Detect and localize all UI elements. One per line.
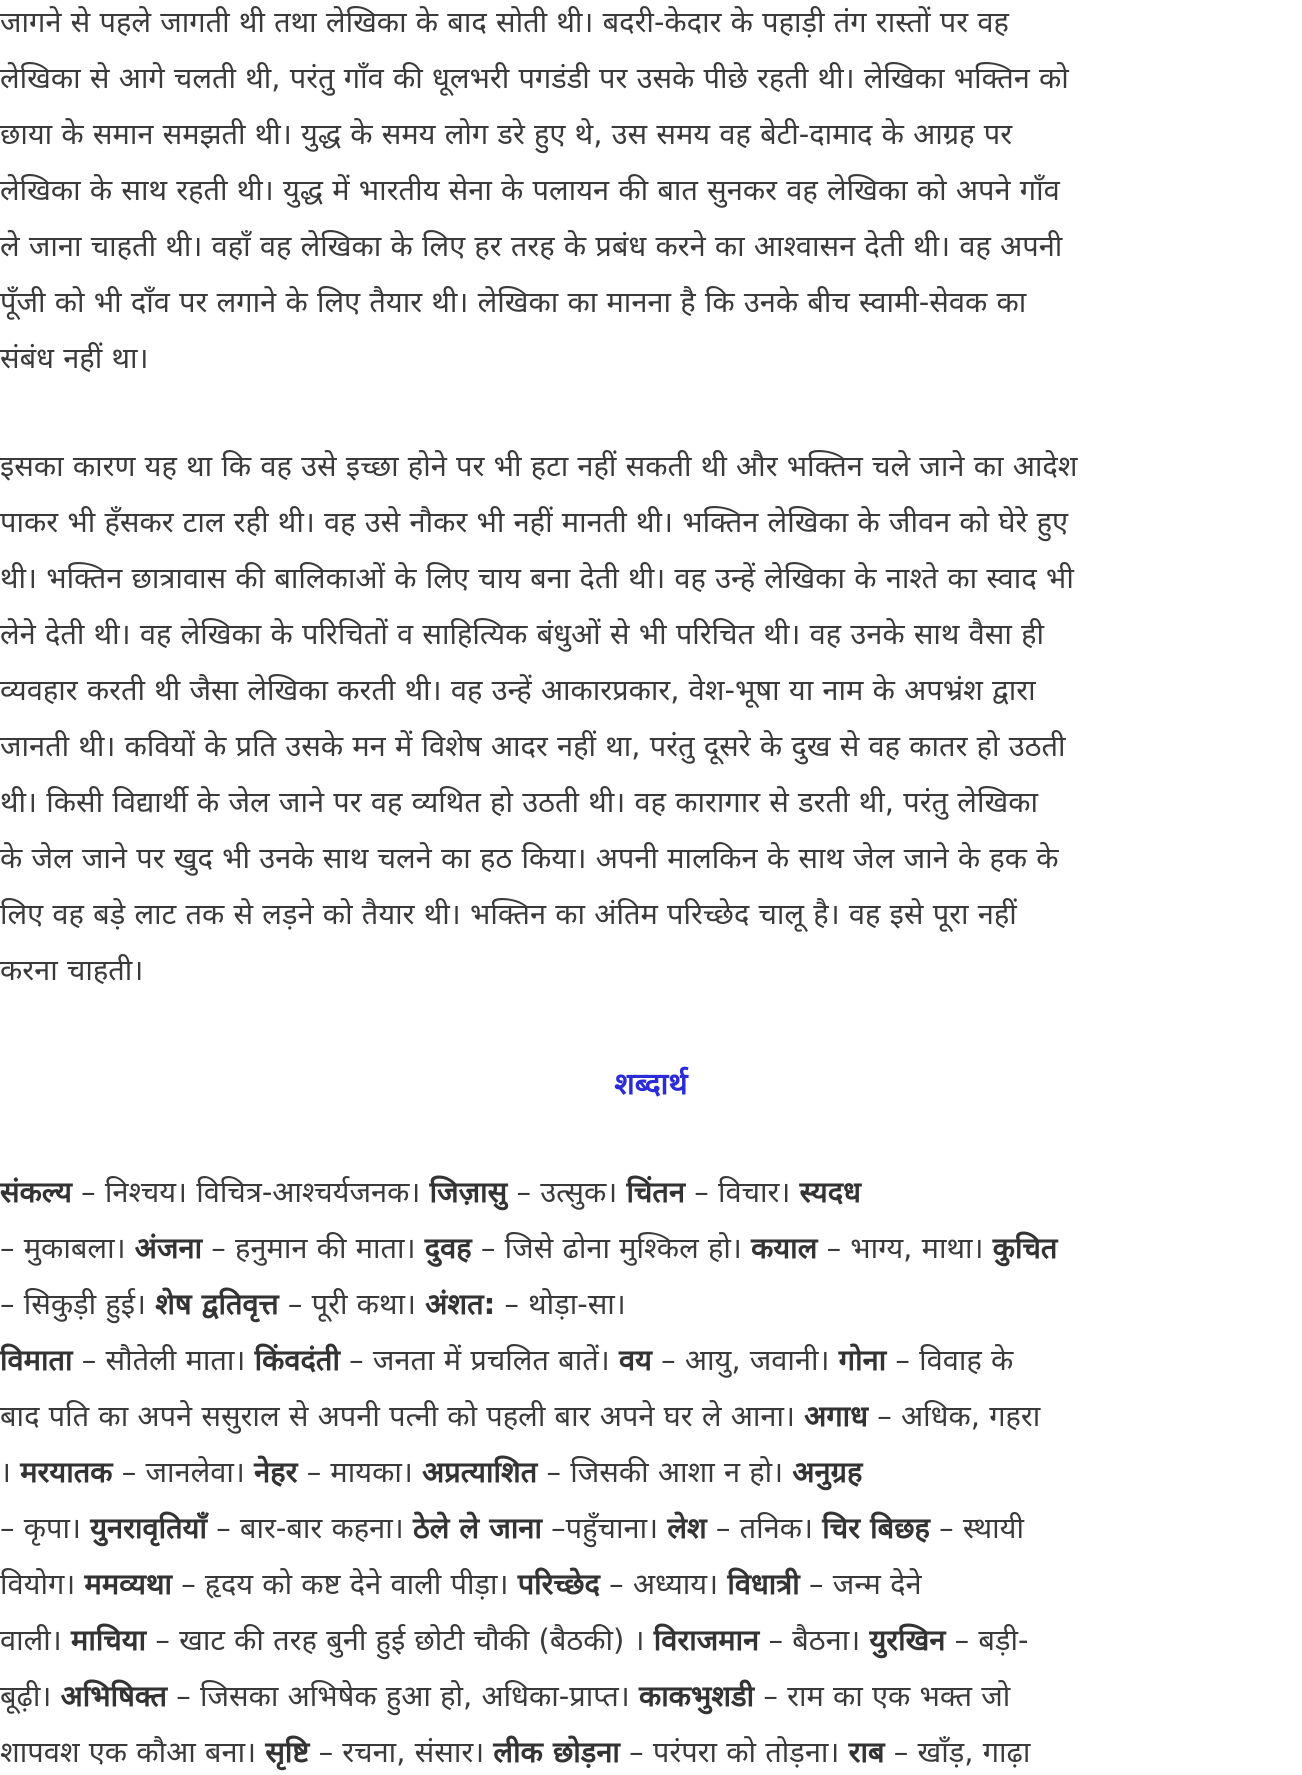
- glossary-line: [0, 1508, 1024, 1548]
- glossary-term: लीक छोड़ना: [493, 1735, 620, 1769]
- text-line: करना चाहती।: [0, 953, 144, 987]
- text-line: जानती थी। कवियों के प्रति उसके मन में विशेष आदर नहीं था, परंतु दूसरे के दुख से वह कातर हो उठती: [0, 729, 1066, 763]
- glossary-meaning: – परंपरा को तोड़ना।: [619, 1735, 849, 1769]
- glossary-term: विधात्री: [727, 1567, 800, 1601]
- text-line: संबंध नहीं था।: [0, 341, 149, 375]
- glossary-meaning: – मुकाबला।: [0, 1231, 135, 1265]
- text-line: लेखिका से आगे चलती थी, परंतु गाँव की धूलभरी पगडंडी पर उसके पीछे रहती थी। लेखिका भक्तिन को: [0, 61, 1069, 95]
- text-line: थी। भक्तिन छात्रावास की बालिकाओं के लिए चाय बना देती थी। वह उन्हें लेखिका के नाश्ते का स्वाद भी: [0, 561, 1074, 595]
- glossary-term: अप्रत्याशित: [422, 1455, 538, 1489]
- glossary-meaning: – जिसे ढोना मुश्किल हो।: [471, 1231, 752, 1265]
- glossary-term: ममव्यथा: [84, 1567, 172, 1601]
- glossary-meaning: वियोग।: [0, 1567, 85, 1601]
- glossary-term: स्यदध: [799, 1175, 861, 1209]
- glossary-meaning: – थोड़ा-सा।: [495, 1287, 626, 1321]
- glossary-meaning: – कृपा।: [0, 1511, 91, 1545]
- glossary-line: [0, 1396, 1040, 1436]
- glossary-term: अनुग्रह: [792, 1455, 863, 1489]
- glossary-meaning: वाली।: [0, 1623, 72, 1657]
- glossary-term: अंजना: [134, 1231, 203, 1265]
- glossary-term: चिर बिछह: [822, 1511, 930, 1545]
- glossary-meaning: बाद पति का अपने ससुराल से अपनी पत्नी को पहली बार अपने घर ले आना।: [0, 1399, 805, 1433]
- glossary-line: [0, 1732, 1030, 1772]
- glossary-term: युनरावृतियाँ: [90, 1511, 207, 1545]
- glossary-line: [0, 1564, 922, 1604]
- glossary-term: जिज़ासु: [429, 1175, 508, 1209]
- glossary-meaning: – बड़ी-: [945, 1623, 1029, 1657]
- glossary-term: अभिषिक्त: [60, 1679, 168, 1713]
- text-line: पाकर भी हँसकर टाल रही थी। वह उसे नौकर भी नहीं मानती थी। भक्तिन लेखिका के जीवन को घेरे हुए: [0, 505, 1069, 539]
- glossary-meaning: – राम का एक भक्त जो: [754, 1679, 1011, 1713]
- glossary-meaning: – तनिक।: [706, 1511, 823, 1545]
- glossary-line: [0, 1284, 626, 1324]
- glossary-heading: शब्दार्थ: [614, 1067, 688, 1102]
- text-line: पूँजी को भी दाँव पर लगाने के लिए तैयार थी। लेखिका का मानना है कि उनके बीच स्वामी-सेवक का: [0, 285, 1027, 319]
- glossary-term: लेश: [667, 1511, 707, 1545]
- text-line: के जेल जाने पर खुद भी उनके साथ चलने का हठ किया। अपनी मालकिन के साथ जेल जाने के हक के: [0, 841, 1059, 875]
- glossary-term: कयाल: [751, 1231, 818, 1265]
- text-line: लेने देती थी। वह लेखिका के परिचितों व साहित्यिक बंधुओं से भी परिचित थी। वह उनके साथ वैसा ही: [0, 617, 1045, 651]
- text-line: व्यवहार करती थी जैसा लेखिका करती थी। वह उन्हें आकारप्रकार, वेश-भूषा या नाम के अपभ्रंश द्वारा: [0, 673, 1036, 707]
- glossary-meaning: बूढ़ी।: [0, 1679, 61, 1713]
- glossary-meaning: – विवाह के: [886, 1343, 1014, 1377]
- glossary-meaning: – पूरी कथा।: [278, 1287, 426, 1321]
- glossary-term: संकल्य: [0, 1175, 72, 1209]
- glossary-meaning: – जनता में प्रचलित बातें।: [339, 1343, 619, 1377]
- glossary-meaning: – विचार।: [685, 1175, 800, 1209]
- glossary-term: ठेले ले जाना: [412, 1511, 542, 1545]
- glossary-meaning: – खाँड़, गाढ़ा: [884, 1735, 1031, 1769]
- glossary-line: [0, 1620, 1028, 1660]
- glossary-meaning: – अध्याय।: [599, 1567, 728, 1601]
- glossary-term: नेहर: [254, 1455, 298, 1489]
- glossary-meaning: – जन्म देने: [799, 1567, 922, 1601]
- glossary-meaning: – खाट की तरह बुनी हुई छोटी चौकी (बैठकी) ।: [146, 1623, 654, 1657]
- glossary-meaning: – रचना, संसार।: [309, 1735, 494, 1769]
- glossary-term: अंशत:: [425, 1287, 496, 1321]
- text-line: थी। किसी विद्यार्थी के जेल जाने पर वह व्यथित हो उठती थी। वह कारागार से डरती थी, परंतु लेखिका: [0, 785, 1038, 819]
- glossary-term: राब: [848, 1735, 885, 1769]
- glossary-meaning: शापवश एक कौआ बना।: [0, 1735, 266, 1769]
- glossary-term: किंवदंती: [254, 1343, 340, 1377]
- text-line: जागने से पहले जागती थी तथा लेखिका के बाद सोती थी। बदरी-केदार के पहाड़ी तंग रास्तों पर वह: [0, 5, 1009, 39]
- glossary-term: कुचित: [992, 1231, 1058, 1265]
- glossary-term: शेष द्वतिवृत्त: [155, 1287, 279, 1321]
- glossary-term: चिंतन: [626, 1175, 686, 1209]
- glossary-meaning: – निश्चय। विचित्र-आश्चर्यजनक।: [71, 1175, 430, 1209]
- glossary-meaning: – जिसकी आशा न हो।: [537, 1455, 793, 1489]
- glossary-meaning: – सौतेली माता।: [72, 1343, 255, 1377]
- glossary-line: [0, 1228, 1057, 1268]
- glossary-meaning: – अधिक, गहरा: [868, 1399, 1041, 1433]
- glossary-term: दुवह: [424, 1231, 472, 1265]
- glossary-term: मरयातक: [20, 1455, 113, 1489]
- glossary-term: परिच्छेद: [517, 1567, 600, 1601]
- glossary-term: माचिया: [71, 1623, 147, 1657]
- glossary-meaning: – भाग्य, माथा।: [817, 1231, 993, 1265]
- glossary-meaning: – स्थायी: [929, 1511, 1024, 1545]
- glossary-meaning: – सिकुड़ी हुई।: [0, 1287, 156, 1321]
- text-line: छाया के समान समझती थी। युद्ध के समय लोग डरे हुए थे, उस समय वह बेटी-दामाद के आग्रह पर: [0, 117, 1013, 151]
- text-line: ले जाना चाहती थी। वहाँ वह लेखिका के लिए हर तरह के प्रबंध करने का आश्वासन देती थी। वह अपनी: [0, 229, 1063, 263]
- glossary-meaning: – जिसका अभिषेक हुआ हो, अधिका-प्राप्त।: [167, 1679, 639, 1713]
- glossary-line: [0, 1676, 1010, 1716]
- glossary-term: काकभुशडी: [638, 1679, 755, 1713]
- text-line: लेखिका के साथ रहती थी। युद्ध में भारतीय सेना के पलायन की बात सुनकर वह लेखिका को अपने गाँव: [0, 173, 1060, 207]
- glossary-term: सृष्टि: [265, 1735, 310, 1769]
- glossary-meaning: – हृदय को कष्ट देने वाली पीड़ा।: [171, 1567, 518, 1601]
- glossary-meaning: ।: [0, 1455, 21, 1489]
- glossary-meaning: – जानलेवा।: [112, 1455, 255, 1489]
- glossary-meaning: – मायका।: [297, 1455, 423, 1489]
- glossary-meaning: – हनुमान की माता।: [202, 1231, 425, 1265]
- text-line: इसका कारण यह था कि वह उसे इच्छा होने पर भी हटा नहीं सकती थी और भक्तिन चले जाने का आदेश: [0, 449, 1078, 483]
- glossary-meaning: – आयु, जवानी।: [651, 1343, 839, 1377]
- glossary-term: गोना: [838, 1343, 887, 1377]
- glossary-line: [0, 1340, 1013, 1380]
- glossary-term: वय: [619, 1343, 652, 1377]
- glossary-term: अगाध: [804, 1399, 869, 1433]
- glossary-term: विराजमान: [653, 1623, 760, 1657]
- glossary-meaning: – उत्सुक।: [507, 1175, 627, 1209]
- glossary-line: [0, 1452, 862, 1492]
- glossary-meaning: –पहुँचाना।: [541, 1511, 668, 1545]
- glossary-meaning: – बैठना।: [759, 1623, 870, 1657]
- glossary-term: विमाता: [0, 1343, 73, 1377]
- glossary-line: [0, 1172, 861, 1212]
- text-line: लिए वह बड़े लाट तक से लड़ने को तैयार थी। भक्तिन का अंतिम परिच्छेद चालू है। वह इसे पूरा नहीं: [0, 897, 1017, 931]
- glossary-term: युरखिन: [869, 1623, 946, 1657]
- glossary-meaning: – बार-बार कहना।: [206, 1511, 413, 1545]
